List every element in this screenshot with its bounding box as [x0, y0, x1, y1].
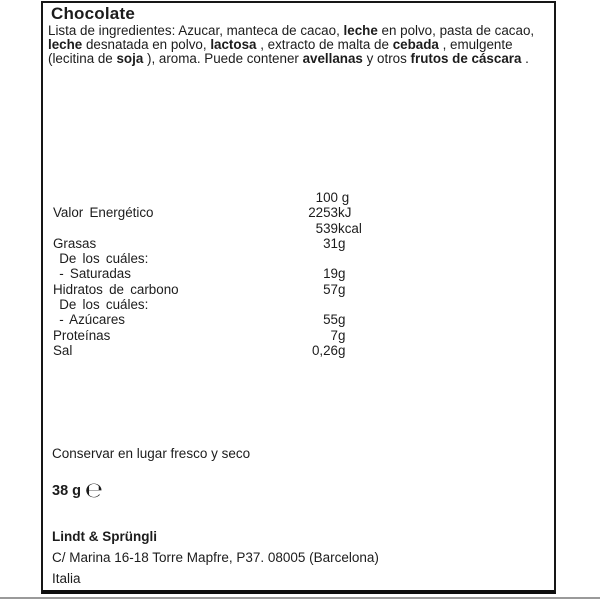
ingredients-line-2 [48, 38, 534, 52]
nutrient-value: 19 [323, 266, 338, 282]
ingredient-run: , extracto de malta de [256, 37, 393, 52]
nutrient-label: Sal [53, 342, 73, 358]
nutrient-unit: kcal [338, 220, 362, 236]
manufacturer-block [52, 526, 379, 589]
ingredients-line-1 [48, 24, 534, 38]
nutrient-value: 0,26 [311, 342, 338, 358]
net-weight-value: 38 g [52, 483, 82, 499]
nutrition-header-row [43, 190, 554, 205]
allergen-lactosa: lactosa [210, 37, 257, 52]
estimated-sign: ℮ [85, 478, 103, 502]
nutrient-label: - Azúcares [53, 312, 125, 328]
nutrient-unit: g [338, 312, 346, 328]
ingredient-run: Lista de ingredientes: Azucar, manteca de cacao, [48, 23, 344, 38]
nutrient-label: De los cuáles: [53, 297, 149, 313]
nutrient-unit: g [338, 342, 346, 358]
nutrition-row-subhead [43, 297, 554, 312]
nutrient-unit: g [338, 281, 346, 297]
nutrient-value: 57 [323, 281, 338, 297]
net-weight [52, 478, 103, 501]
nutrient-label: - Saturadas [53, 266, 131, 282]
nutrient-unit: g [338, 327, 346, 343]
nutrient-label: Proteínas [53, 327, 111, 343]
nutrient-label: Hidratos de carbono [53, 281, 179, 297]
nutrient-label: Valor Energético [53, 205, 154, 221]
nutrition-row-azucares [43, 312, 554, 327]
nutrition-row-subhead [43, 251, 554, 266]
storage-note: Conservar en lugar fresco y seco [52, 446, 251, 461]
nutrient-value: 55 [323, 312, 338, 328]
page-edge-divider [0, 597, 600, 599]
ingredient-run: y otros [362, 51, 411, 66]
nutrient-value: 2253 [308, 205, 338, 221]
ingredient-run: (lecitina de [48, 51, 117, 66]
product-label-box [41, 1, 556, 594]
allergen-leche: leche [48, 37, 83, 52]
nutrient-label: De los cuáles: [53, 251, 149, 267]
nutrition-row-hidratos [43, 282, 554, 297]
ingredient-run: . [521, 51, 529, 66]
nutrient-value: 539 [315, 220, 338, 236]
ingredients-line-3 [48, 52, 534, 66]
nutrition-row-grasas [43, 236, 554, 251]
nutrient-unit: g [338, 266, 346, 282]
nutrient-value: 7 [330, 327, 338, 343]
allergen-leche: leche [343, 23, 378, 38]
nutrition-row-saturadas [43, 266, 554, 281]
ingredients-paragraph [48, 24, 534, 66]
allergen-cebada: cebada [392, 37, 439, 52]
nutrient-unit: kJ [338, 205, 352, 221]
allergen-avellanas: avellanas [302, 51, 363, 66]
nutrient-unit: g [338, 190, 350, 205]
nutrition-row-energia [43, 205, 554, 220]
manufacturer-address: C/ Marina 16-18 Torre Mapfre, P37. 08005 (Barcelona) [52, 550, 379, 565]
nutrition-row-kcal [43, 221, 554, 236]
allergen-soja: soja [116, 51, 144, 66]
product-title: Chocolate [51, 4, 135, 23]
nutrient-label: Grasas [53, 235, 97, 251]
manufacturer-country: Italia [52, 571, 81, 586]
nutrient-value: 31 [323, 235, 338, 251]
nutrition-row-proteinas [43, 328, 554, 343]
ingredient-run: , emulgente [438, 37, 513, 52]
ingredient-run: desnatada en polvo, [82, 37, 211, 52]
ingredient-run: en polvo, pasta de cacao, [377, 23, 535, 38]
ingredient-run: ), aroma. Puede contener [143, 51, 303, 66]
nutrition-table [43, 190, 554, 358]
nutrition-row-sal [43, 343, 554, 358]
nutrient-unit: g [338, 235, 346, 251]
nutrient-value: 100 [315, 190, 338, 205]
manufacturer-name: Lindt & Sprüngli [52, 529, 157, 544]
allergen-frutos-cascara: frutos de cáscara [410, 51, 522, 66]
